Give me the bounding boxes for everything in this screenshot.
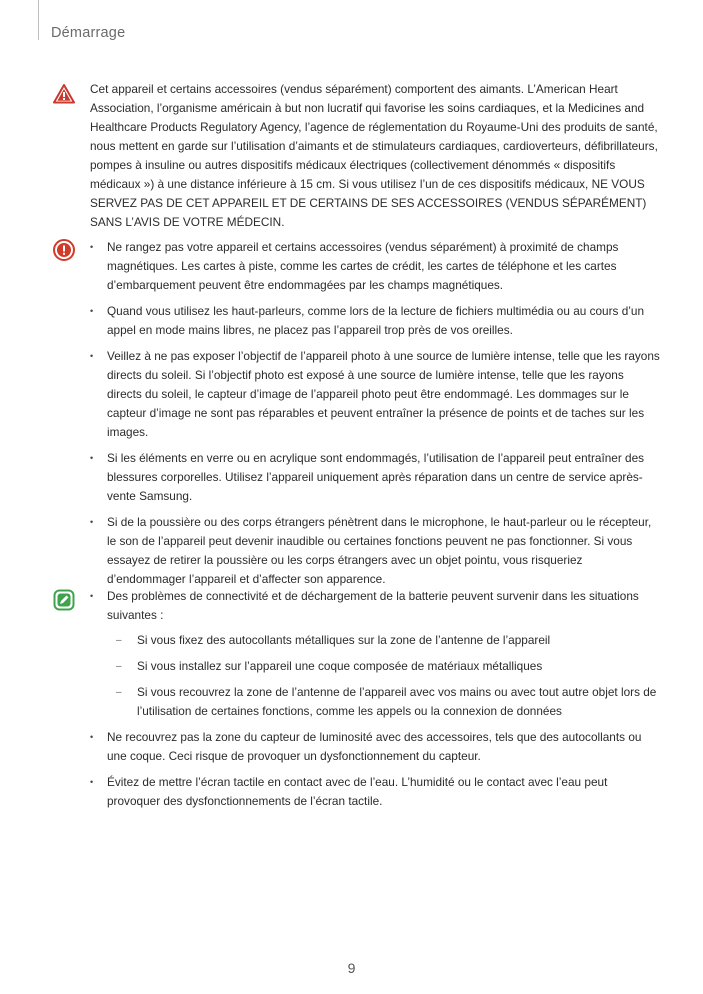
sublist-item: – Si vous fixez des autocollants métalliques sur la zone de l’antenne de l’appareil	[107, 631, 660, 650]
list-item: • Si les éléments en verre ou en acrylique sont endommagés, l’utilisation de l’appareil peut entraîner des blessures corporelles. Utilisez l’appareil uniquement après réparation dans un centre de service après-vente Samsung.	[90, 449, 660, 506]
list-item: • Ne recouvrez pas la zone du capteur de luminosité avec des accessoires, tels que des autocollants ou une coque. Ceci risque de provoquer un dysfonctionnement du capteur.	[90, 728, 660, 766]
section-title: Démarrage	[51, 25, 126, 41]
note-pencil-icon	[52, 588, 76, 612]
warning-text: Cet appareil et certains accessoires (vendus séparément) comportent des aimants. L’American Heart Association, l’organisme américain à but non lucratif qui favorise les soins cardiaques, et la Medicines and Healthcare Products Regulatory Agency, l’agence de réglementation du Royaume-Uni des produits de santé, nous mettent en garde sur l’utilisation d’aimants et de stimulateurs cardiaques, cardioverteurs, défibrillateurs, pompes à insuline ou autres dispositifs médicaux électriques (collectivement dénommés « dispositifs médicaux ») à une distance inférieure à 15 cm. Si vous utilisez l’un de ces dispositifs médicaux, NE VOUS SERVEZ PAS DE CET APPAREIL ET DE CERTAINS DE SES ACCESSOIRES (VENDUS SÉPARÉMENT) SANS L’AVIS DE VOTRE MÉDECIN.	[90, 82, 658, 229]
sublist-item: – Si vous installez sur l’appareil une coque composée de matériaux métalliques	[107, 657, 660, 676]
list-item: • Si de la poussière ou des corps étrangers pénètrent dans le microphone, le haut-parleur ou le récepteur, le son de l’appareil peut devenir inaudible ou certaines fonctions peuvent ne pas fonctionner. Si vous essayez de retirer la poussière ou les corps étrangers avec un objet pointu, vous risqueriez d’endommager l’appareil et d’affecter son apparence.	[90, 513, 660, 589]
warning-triangle-icon	[52, 82, 76, 106]
list-item: • Ne rangez pas votre appareil et certains accessoires (vendus séparément) à proximité de champs magnétiques. Les cartes à piste, comme les cartes de crédit, les cartes de téléphone et les cartes d’embarquement peuvent être endommagées par les champs magnétiques.	[90, 238, 660, 295]
list-item: • Quand vous utilisez les haut-parleurs, comme lors de la lecture de fichiers multimédia ou au cours d’un appel en mode mains libres, ne placez pas l’appareil trop près de vos oreilles.	[90, 302, 660, 340]
sublist-item: – Si vous recouvrez la zone de l’antenne de l’appareil avec vos mains ou avec tout autre objet lors de l’utilisation de certaines fonctions, comme les appels ou la connexion de données	[107, 683, 660, 721]
note-sublist	[107, 631, 660, 721]
list-item	[90, 587, 660, 721]
note-intro: Des problèmes de connectivité et de déchargement de la batterie peuvent survenir dans les situations suivantes :	[107, 589, 639, 622]
note-list	[90, 587, 660, 818]
caution-exclamation-icon	[52, 238, 76, 262]
list-item: • Veillez à ne pas exposer l’objectif de l’appareil photo à une source de lumière intense, telle que les rayons directs du soleil. Si l’objectif photo est exposé à une source de lumière intense, telle que les rayons directs du soleil, le capteur d’image de l’appareil photo peut être endommagé. Les dommages sur le capteur d’image ne sont pas réparables et peuvent entraîner la présence de points et de taches sur les images.	[90, 347, 660, 442]
header-rule	[38, 0, 39, 40]
caution-list	[90, 238, 660, 596]
page-number: 9	[347, 960, 356, 976]
list-item: • Évitez de mettre l’écran tactile en contact avec de l’eau. L’humidité ou le contact avec l’eau peut provoquer des dysfonctionnements de l’écran tactile.	[90, 773, 660, 811]
